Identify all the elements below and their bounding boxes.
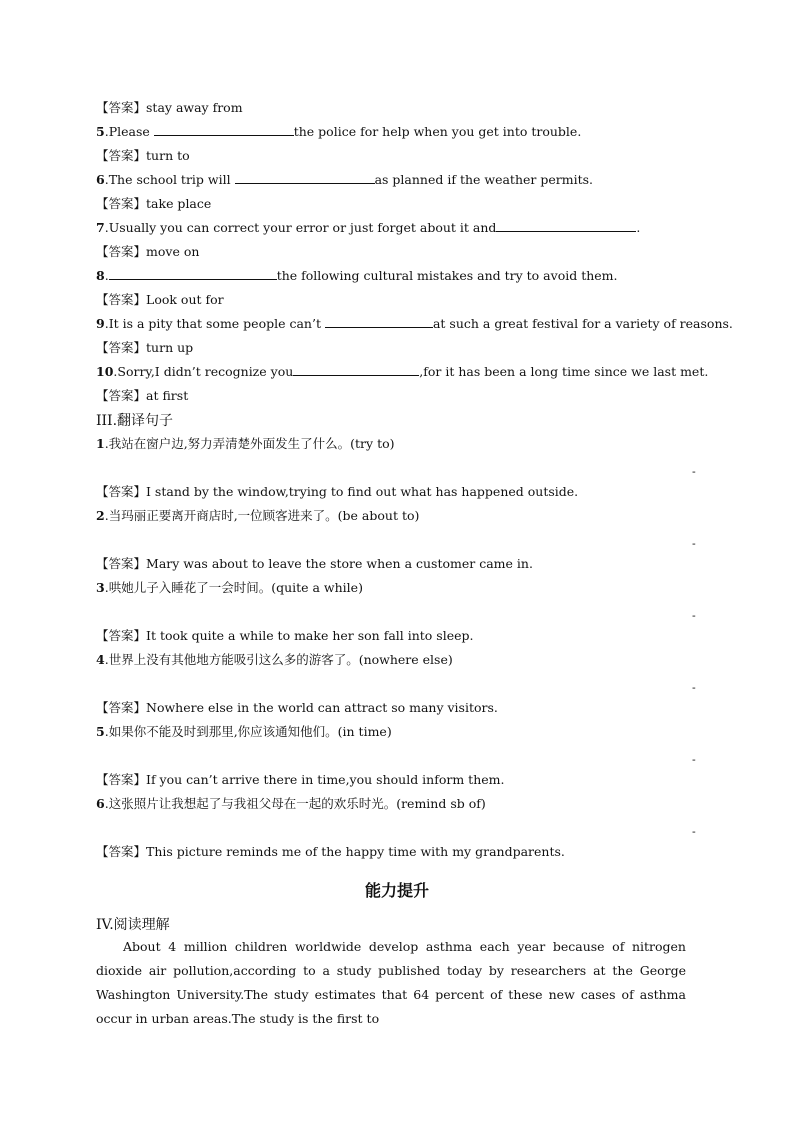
answer-line [96, 771, 504, 789]
question-number: 5 [96, 124, 105, 139]
question-after: the following cultural mistakes and try to avoid them. [276, 268, 618, 283]
translation-2: 2.当玛丽正要离开商店时,一位顾客进来了。(be about to) [96, 508, 420, 523]
question-8: 8. the following cultural mistakes and try to avoid them. [96, 268, 618, 283]
line-end-mark: - [692, 825, 696, 838]
answer-blank [109, 267, 277, 280]
question-before: Sorry,I didn’t recognize you [117, 364, 294, 379]
question-5: 5.Please the police for help when you get into trouble. [96, 124, 582, 139]
answer-blank [154, 123, 294, 136]
answer-line [96, 627, 474, 645]
answer-text: take place [146, 196, 212, 211]
question-after: as planned if the weather permits. [374, 172, 593, 187]
translation-6: 6.这张照片让我想起了与我祖父母在一起的欢乐时光。(remind sb of) [96, 796, 486, 811]
question-number: 9 [96, 316, 105, 331]
answer-text: at first [146, 388, 189, 403]
question-before: The school trip will [108, 172, 235, 187]
question-text: 世界上没有其他地方能吸引这么多的游客了。(nowhere else) [108, 652, 453, 667]
line-end-mark: - [692, 753, 696, 766]
answer-line [96, 699, 498, 717]
question-before: It is a pity that some people can’t [108, 316, 325, 331]
question-number: 10 [96, 364, 114, 379]
answer-line [96, 291, 224, 309]
answer-line [96, 555, 533, 573]
answer-prefix: 【答案】 [96, 772, 147, 787]
answer-blank [235, 171, 375, 184]
answer-prefix: 【答案】 [96, 556, 147, 571]
question-text: 哄她儿子入睡花了一会时间。(quite a while) [108, 580, 363, 595]
section-4-title: IV.阅读理解 [96, 917, 170, 933]
line-end-mark: - [692, 681, 696, 694]
question-after: . [636, 220, 641, 235]
question-after: the police for help when you get into trouble. [293, 124, 582, 139]
question-number: 6 [96, 172, 105, 187]
answer-text: stay away from [146, 100, 243, 115]
line-end-mark: - [692, 537, 696, 550]
question-after: at such a great festival for a variety of reasons. [432, 316, 733, 331]
answer-prefix: 【答案】 [96, 292, 147, 307]
answer-text: This picture reminds me of the happy time with my grandparents. [146, 844, 565, 859]
question-9: 9.It is a pity that some people can’t at such a great festival for a variety of reasons. [96, 316, 733, 331]
answer-line [96, 243, 199, 261]
question-number: 3 [96, 580, 105, 595]
question-text: 这张照片让我想起了与我祖父母在一起的欢乐时光。(remind sb of) [108, 796, 486, 811]
question-number: 6 [96, 796, 105, 811]
answer-text: Nowhere else in the world can attract so many visitors. [146, 700, 498, 715]
question-before: Please [108, 124, 154, 139]
translation-1: 1.我站在窗户边,努力弄清楚外面发生了什么。(try to) [96, 436, 395, 451]
answer-line [96, 195, 211, 213]
question-6: 6.The school trip will as planned if the weather permits. [96, 172, 593, 187]
answer-prefix: 【答案】 [96, 100, 147, 115]
answer-text: I stand by the window,trying to find out what has happened outside. [146, 484, 579, 499]
answer-prefix: 【答案】 [96, 484, 147, 499]
answer-prefix: 【答案】 [96, 340, 147, 355]
question-number: 1 [96, 436, 105, 451]
answer-text: Mary was about to leave the store when a customer came in. [146, 556, 533, 571]
question-7: 7.Usually you can correct your error or just forget about it and . [96, 220, 641, 235]
question-text: 当玛丽正要离开商店时,一位顾客进来了。(be about to) [108, 508, 420, 523]
answer-blank [496, 219, 636, 232]
answer-text: turn up [146, 340, 194, 355]
answer-prefix: 【答案】 [96, 388, 147, 403]
section-title-ability: 能力提升 [364, 881, 429, 900]
reading-paragraph: About 4 million children worldwide develop asthma each year because of nitrogen dioxide air pollution,according to a study published today by researchers at the George Washington University.The study estimates that 64 percent of these new cases of asthma occur in urban areas.The study is the first to [96, 939, 686, 1026]
answer-prefix: 【答案】 [96, 628, 147, 643]
answer-prefix: 【答案】 [96, 244, 147, 259]
question-before: Usually you can correct your error or just forget about it and [108, 220, 497, 235]
translation-5: 5.如果你不能及时到那里,你应该通知他们。(in time) [96, 724, 392, 739]
answer-line [96, 387, 188, 405]
answer-line [96, 99, 243, 117]
question-10: 10.Sorry,I didn’t recognize you ,for it has been a long time since we last met. [96, 364, 709, 379]
answer-prefix: 【答案】 [96, 148, 147, 163]
question-number: 5 [96, 724, 105, 739]
line-end-mark: - [692, 465, 696, 478]
question-text: 如果你不能及时到那里,你应该通知他们。(in time) [108, 724, 392, 739]
question-number: 2 [96, 508, 105, 523]
answer-prefix: 【答案】 [96, 196, 147, 211]
question-number: 4 [96, 652, 105, 667]
answer-text: move on [146, 244, 200, 259]
answer-prefix: 【答案】 [96, 844, 147, 859]
answer-prefix: 【答案】 [96, 700, 147, 715]
answer-text: turn to [146, 148, 190, 163]
answer-text: If you can’t arrive there in time,you should inform them. [146, 772, 505, 787]
answer-blank [325, 315, 433, 328]
line-end-mark: - [692, 609, 696, 622]
question-text: 我站在窗户边,努力弄清楚外面发生了什么。(try to) [108, 436, 395, 451]
section-3-title: III.翻译句子 [96, 413, 174, 429]
answer-line [96, 483, 578, 501]
answer-line [96, 339, 193, 357]
answer-text: Look out for [146, 292, 224, 307]
answer-line [96, 147, 190, 165]
question-after: ,for it has been a long time since we last met. [419, 364, 709, 379]
translation-4: 4.世界上没有其他地方能吸引这么多的游客了。(nowhere else) [96, 652, 453, 667]
answer-text: It took quite a while to make her son fall into sleep. [146, 628, 474, 643]
translation-3: 3.哄她儿子入睡花了一会时间。(quite a while) [96, 580, 363, 595]
question-number: 7 [96, 220, 105, 235]
question-number: 8 [96, 268, 105, 283]
answer-blank [293, 363, 419, 376]
answer-line [96, 843, 565, 861]
